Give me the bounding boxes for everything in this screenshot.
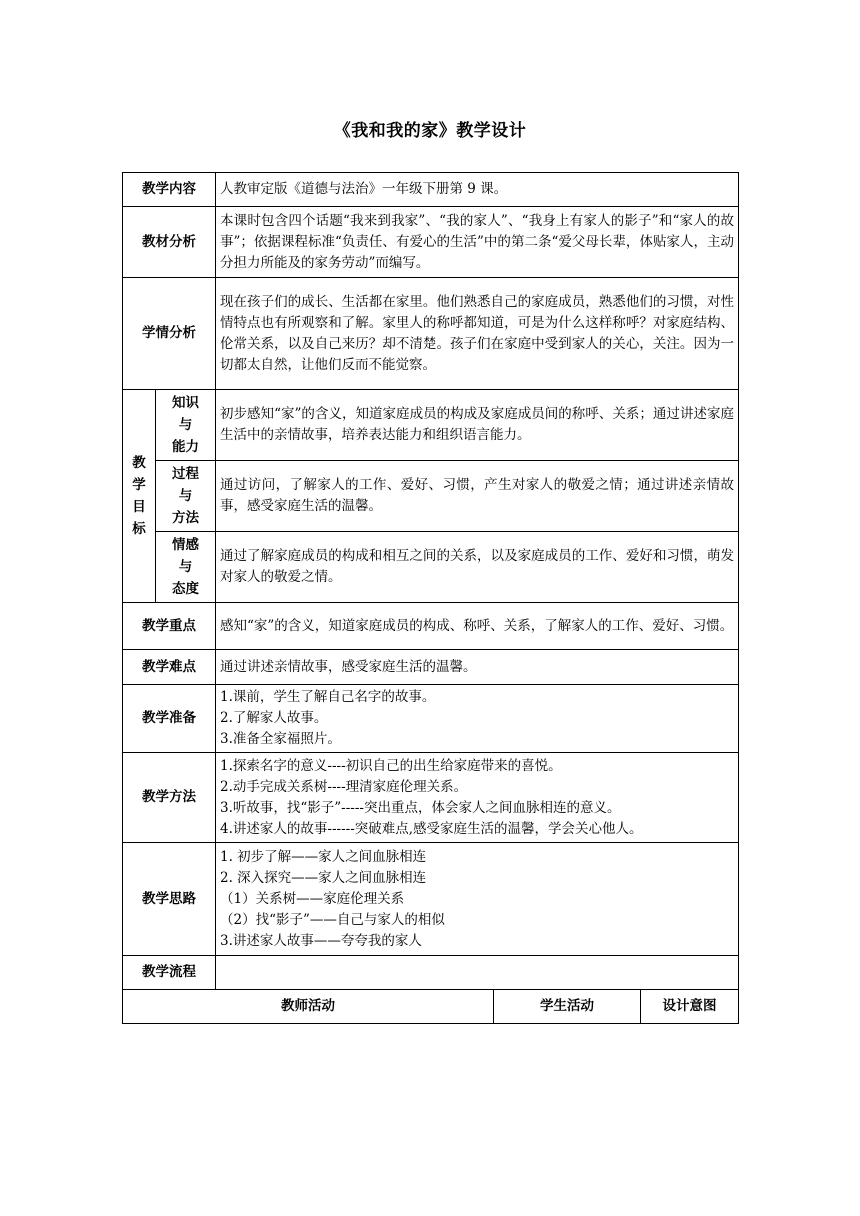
- row-process: [123, 956, 739, 990]
- goal-emotion-label: [156, 532, 216, 603]
- goal-label-line: 态度: [172, 581, 199, 597]
- approach-item: 2. 深入探究——家人之间血脉相连: [220, 869, 427, 886]
- row-approach: [123, 843, 739, 956]
- row-goal-process: [123, 461, 739, 532]
- preparation-item: 2.了解家人故事。: [220, 710, 328, 726]
- goal-knowledge-label: [156, 390, 216, 461]
- row-goal-emotion: [123, 532, 739, 603]
- goal-label-line: 与: [178, 488, 193, 504]
- approach-item: 3.讲述家人故事——夸夸我的家人: [220, 932, 422, 949]
- goal-process-text: 通过访问，了解家人的工作、爱好、习惯，产生对家人的敬爱之情；通过讲述亲情故事，感受家庭生活的温馨。: [216, 461, 739, 532]
- learners-label: 学情分析: [123, 278, 216, 390]
- method-item: 1.探索名字的意义----初识自己的出生给家庭带来的喜悦。: [220, 757, 562, 774]
- method-item: 4.讲述家人的故事------突破难点,感受家庭生活的温馨，学会关心他人。: [220, 820, 643, 837]
- content-text: 人教审定版《道德与法治》一年级下册第 9 课。: [216, 173, 739, 207]
- approach-item: 1. 初步了解——家人之间血脉相连: [220, 848, 427, 865]
- goals-label-char: 目: [132, 499, 146, 515]
- process-label: 教学流程: [123, 956, 216, 990]
- goal-label-line: 方法: [172, 510, 199, 526]
- focus-text: 感知“家”的含义，知道家庭成员的构成、称呼、关系，了解家人的工作、爱好、习惯。: [216, 603, 739, 650]
- row-goal-knowledge: [123, 390, 739, 461]
- goal-label-line: 情感: [172, 537, 199, 553]
- goals-label-char: 标: [132, 521, 146, 537]
- row-methods: [123, 753, 739, 843]
- difficulty-text: 通过讲述亲情故事，感受家庭生活的温馨。: [216, 650, 739, 685]
- content-label: 教学内容: [123, 173, 216, 207]
- goal-process-label: [156, 461, 216, 532]
- document-title: 《我和我的家》教学设计: [333, 121, 527, 141]
- goal-knowledge-text: 初步感知“家”的含义，知道家庭成员的构成及家庭成员间的称呼、关系；通过讲述家庭生活中的亲情故事，培养表达能力和组织语言能力。: [216, 390, 739, 461]
- row-content: [123, 173, 739, 207]
- row-difficulty: [123, 650, 739, 685]
- row-focus: [123, 603, 739, 650]
- goal-emotion-text: 通过了解家庭成员的构成和相互之间的关系，以及家庭成员的工作、爱好和习惯，萌发对家人的敬爱之情。: [216, 532, 739, 603]
- goals-label-char: 教: [132, 455, 146, 471]
- methods-label: 教学方法: [123, 753, 216, 843]
- row-preparation: [123, 685, 739, 753]
- preparation-item: 3.准备全家福照片。: [220, 731, 341, 747]
- row-learners: [123, 278, 739, 390]
- goal-label-line: 知识: [172, 395, 199, 411]
- teacher-activity-header: 教师活动: [123, 990, 494, 1024]
- process-text: [216, 956, 739, 990]
- approach-item: （2）找“影子”——自己与家人的相似: [220, 911, 445, 928]
- learners-text: 现在孩子们的成长、生活都在家里。他们熟悉自己的家庭成员，熟悉他们的习惯，对性情特点也有所观察和了解。家里人的称呼都知道，可是为什么这样称呼？对家庭结构、伦常关系，以及自己来历？却不清楚。孩子们在家庭中受到家人的关心，关注。因为一切都太自然，让他们反而不能觉察。: [216, 278, 739, 390]
- approach-label: 教学思路: [123, 843, 216, 956]
- lesson-plan-table: [122, 172, 739, 1024]
- method-item: 3.听故事，找“影子”-----突出重点，体会家人之间血脉相连的意义。: [220, 799, 621, 816]
- row-activity-headers: [123, 990, 739, 1024]
- preparation-item: 1.课前，学生了解自己名字的故事。: [220, 689, 436, 705]
- focus-label: 教学重点: [123, 603, 216, 650]
- goals-label-char: 学: [132, 477, 146, 493]
- goal-label-line: 过程: [172, 466, 199, 482]
- textbook-label: 教材分析: [123, 207, 216, 278]
- methods-list: [216, 753, 739, 843]
- goal-label-line: 与: [178, 417, 193, 433]
- preparation-label: 教学准备: [123, 685, 216, 753]
- difficulty-label: 教学难点: [123, 650, 216, 685]
- goal-label-line: 能力: [172, 439, 199, 455]
- preparation-list: [216, 685, 739, 753]
- student-activity-header: 学生活动: [494, 990, 641, 1024]
- goal-label-line: 与: [178, 559, 193, 575]
- textbook-text: 本课时包含四个话题“我来到我家”、“我的家人”、“我身上有家人的影子”和“家人的故事”；依据课程标准“负责任、有爱心的生活”中的第二条“爱父母长辈，体贴家人，主动分担力所能及的家务劳动”而编写。: [216, 207, 739, 278]
- design-intent-header: 设计意图: [641, 990, 739, 1024]
- approach-item: （1）关系树——家庭伦理关系: [220, 890, 405, 907]
- goals-label: [123, 390, 156, 603]
- approach-list: [216, 843, 739, 956]
- row-textbook: [123, 207, 739, 278]
- method-item: 2.动手完成关系树----理清家庭伦理关系。: [220, 778, 468, 795]
